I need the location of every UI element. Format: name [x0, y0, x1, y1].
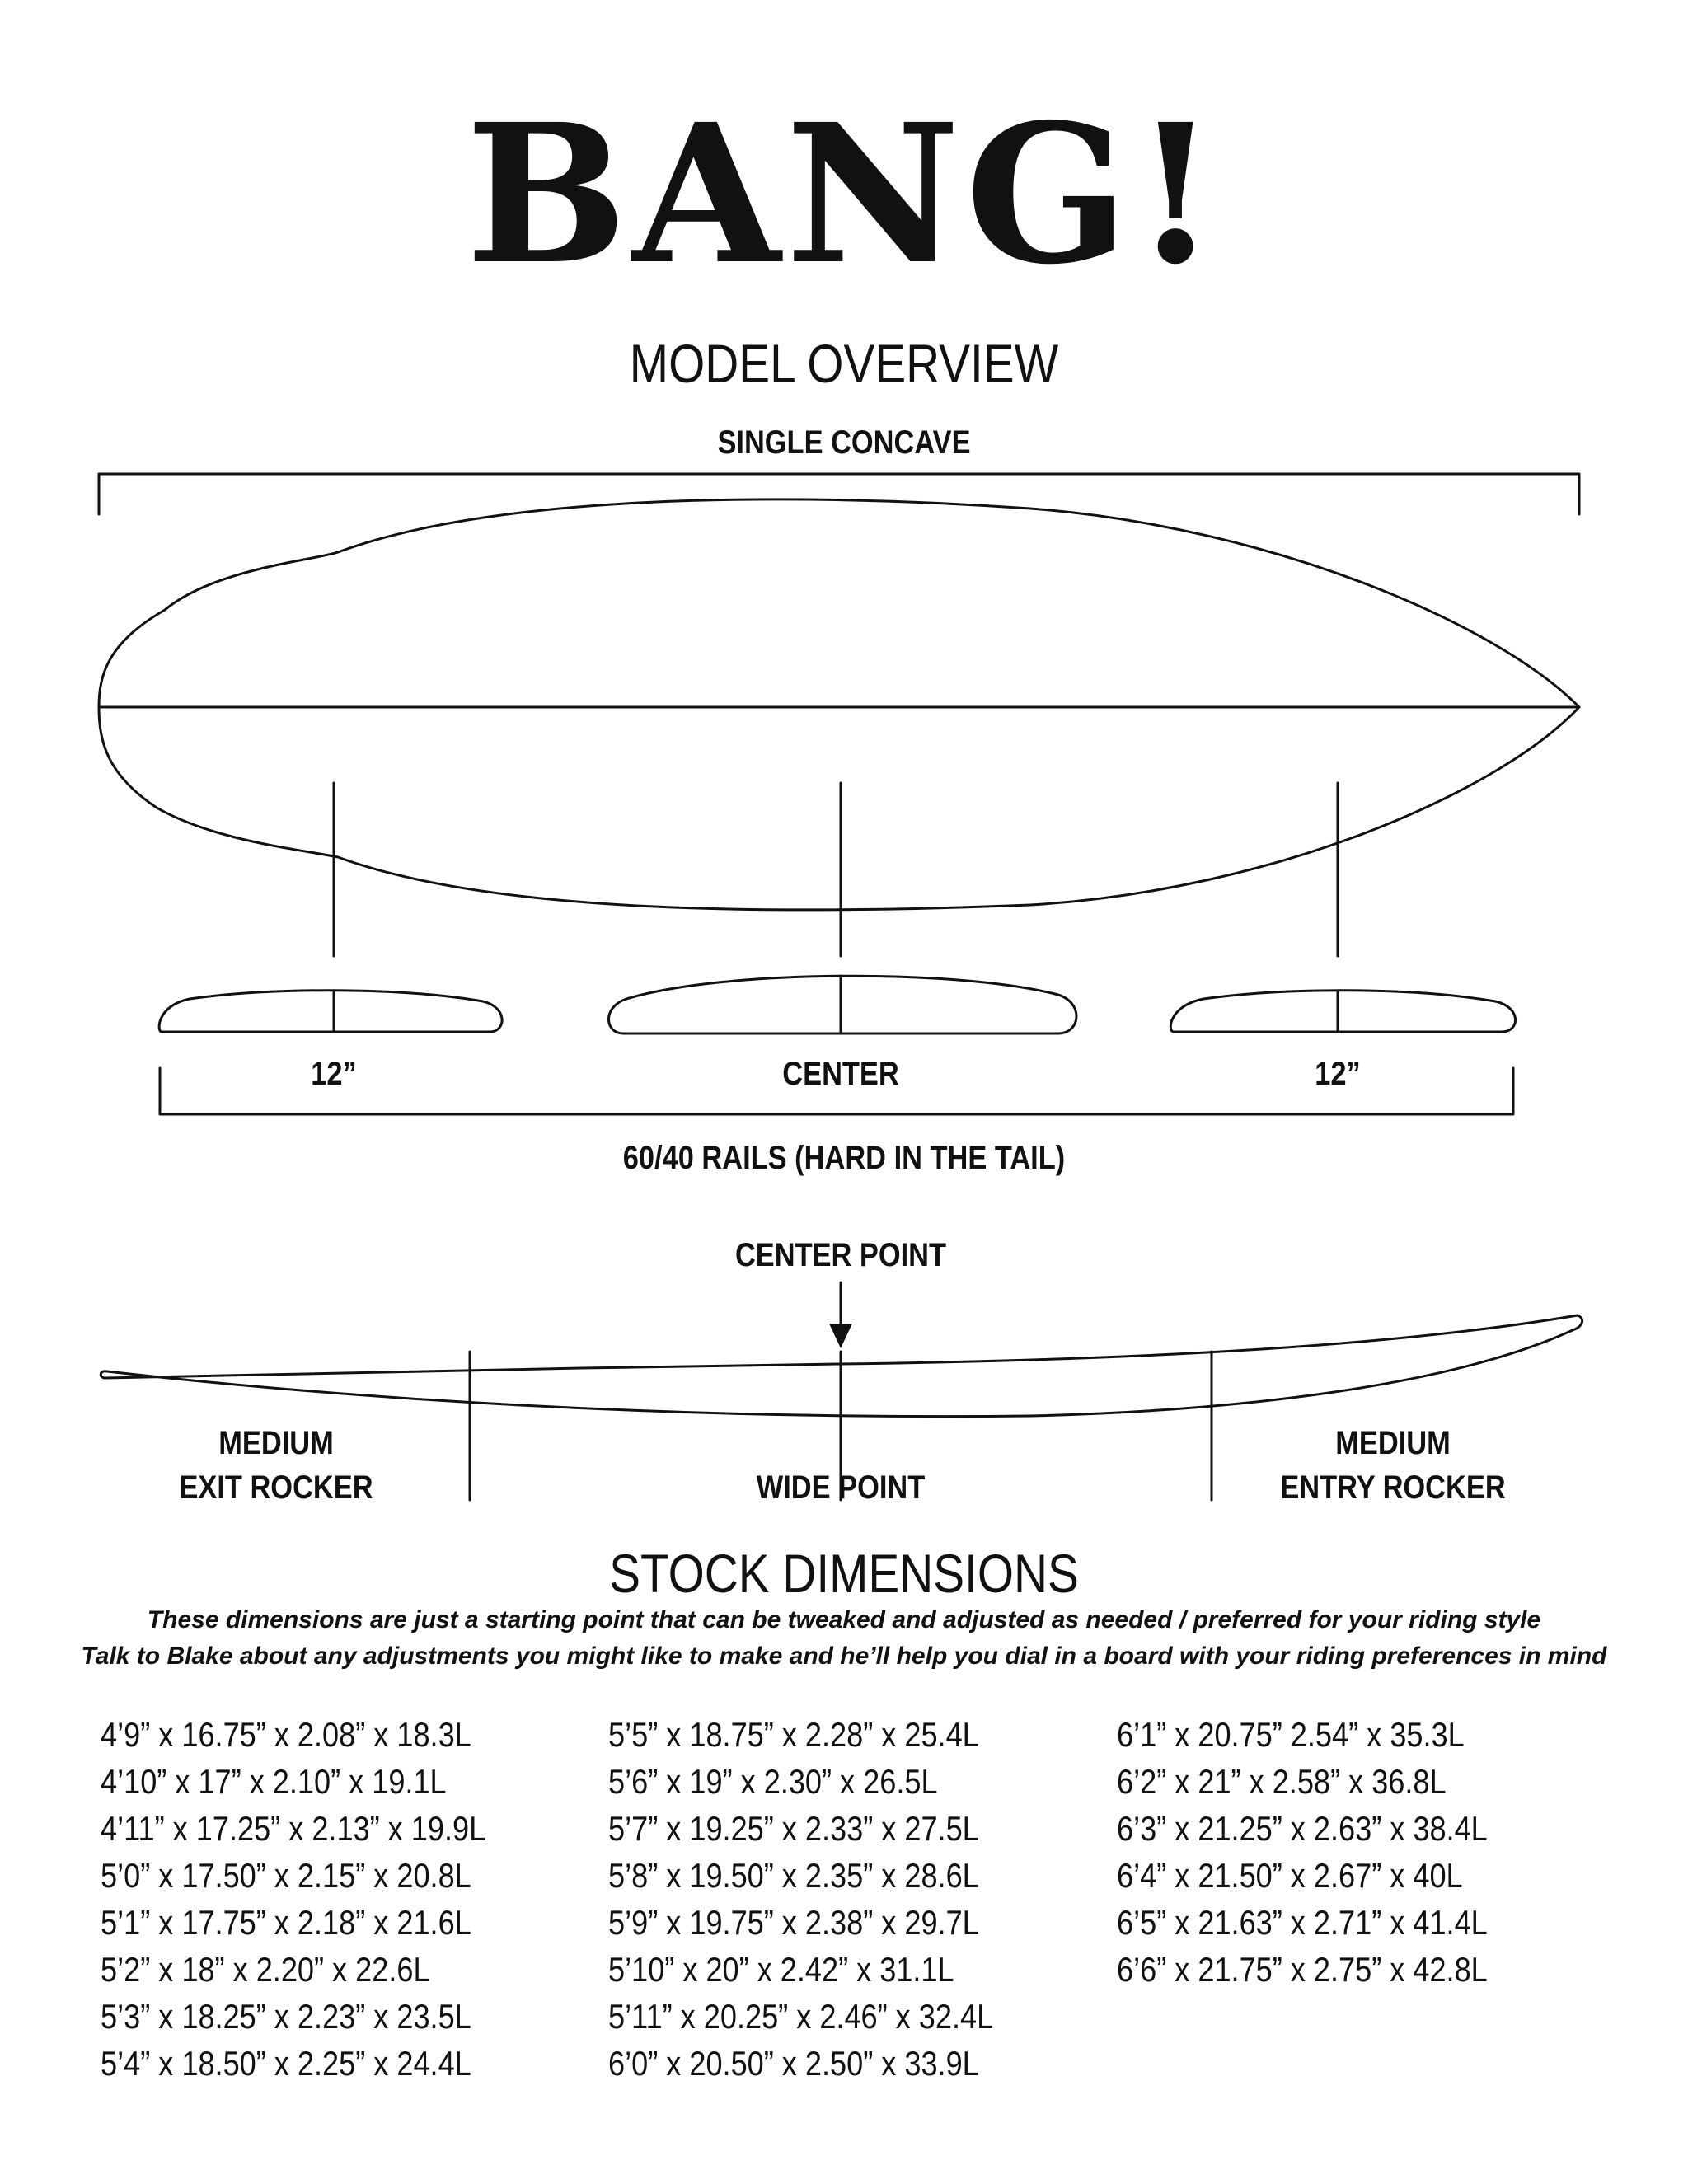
dimension-row: 5’5” x 18.75” x 2.28” x 25.4L — [608, 1715, 979, 1754]
dimension-row: 6’5” x 21.63” x 2.71” x 41.4L — [1117, 1903, 1488, 1942]
dimension-row: 5’11” x 20.25” x 2.46” x 32.4L — [608, 1997, 994, 2036]
dimension-row: 5’2” x 18” x 2.20” x 22.6L — [101, 1950, 430, 1989]
bottom-contour-label: SINGLE CONCAVE — [717, 424, 971, 461]
concave-bracket — [99, 474, 1579, 514]
dimension-row: 5’8” x 19.50” x 2.35” x 28.6L — [608, 1856, 979, 1895]
rail-section-right — [1170, 991, 1515, 1032]
dimension-row: 6’1” x 20.75” 2.54” x 35.3L — [1117, 1715, 1465, 1754]
dimension-row: 4’11” x 17.25” x 2.13” x 19.9L — [101, 1809, 486, 1848]
exit-rocker-label — [134, 1421, 418, 1510]
dimension-row: 5’6” x 19” x 2.30” x 26.5L — [608, 1762, 938, 1801]
dimensions-note-line1: These dimensions are just a starting point that can be tweaked and adjusted as needed / preferred for your riding style — [147, 1606, 1541, 1633]
rail-label-left: 12” — [311, 1056, 357, 1092]
dimension-row: 5’9” x 19.75” x 2.38” x 29.7L — [608, 1903, 979, 1942]
dimensions-column-3 — [1117, 1711, 1548, 1993]
dimension-row: 5’0” x 17.50” x 2.15” x 20.8L — [101, 1856, 471, 1895]
dimension-row: 6’4” x 21.50” x 2.67” x 40L — [1117, 1856, 1463, 1895]
dimension-row: 6’3” x 21.25” x 2.63” x 38.4L — [1117, 1809, 1488, 1848]
dimension-row: 5’7” x 19.25” x 2.33” x 27.5L — [608, 1809, 979, 1848]
rails-label: 60/40 RAILS (HARD IN THE TAIL) — [622, 1140, 1066, 1176]
stock-dimensions-heading: STOCK DIMENSIONS — [609, 1543, 1079, 1604]
dimensions-column-2 — [608, 1711, 1056, 2087]
dimension-row: 6’0” x 20.50” x 2.50” x 33.9L — [608, 2044, 979, 2083]
dimension-row: 4’9” x 16.75” x 2.08” x 18.3L — [101, 1715, 471, 1754]
rail-label-right: 12” — [1315, 1056, 1361, 1092]
dimension-row: 4’10” x 17” x 2.10” x 19.1L — [101, 1762, 447, 1801]
dimensions-note-line2: Talk to Blake about any adjustments you might like to make and he’ll help you dial in a board with your riding preferences in mind — [81, 1642, 1607, 1670]
dimension-row: 6’6” x 21.75” x 2.75” x 42.8L — [1117, 1950, 1488, 1989]
entry-rocker-line2: ENTRY ROCKER — [1280, 1469, 1506, 1506]
dimensions-note — [0, 1602, 1688, 1674]
dimension-row: 5’1” x 17.75” x 2.18” x 21.6L — [101, 1903, 471, 1942]
dimension-row: 5’3” x 18.25” x 2.23” x 23.5L — [101, 1997, 471, 2036]
wide-point-label: WIDE POINT — [756, 1469, 926, 1506]
rail-section-center — [609, 976, 1077, 1033]
center-point-label: CENTER POINT — [734, 1237, 947, 1273]
entry-rocker-label — [1251, 1421, 1535, 1510]
dimension-row: 6’2” x 21” x 2.58” x 36.8L — [1117, 1762, 1447, 1801]
dimensions-column-1 — [101, 1711, 548, 2087]
arrow-head-icon — [829, 1324, 852, 1348]
model-overview-heading: MODEL OVERVIEW — [629, 333, 1059, 394]
exit-rocker-line2: EXIT ROCKER — [179, 1469, 373, 1506]
rail-label-center: CENTER — [782, 1056, 899, 1092]
dimension-row: 5’10” x 20” x 2.42” x 31.1L — [608, 1950, 954, 1989]
rail-section-left — [159, 991, 502, 1032]
brand-logo: BANG! — [465, 82, 1223, 307]
board-outline — [99, 499, 1579, 910]
dimension-row: 5’4” x 18.50” x 2.25” x 24.4L — [101, 2044, 471, 2083]
exit-rocker-line1: MEDIUM — [218, 1425, 334, 1461]
entry-rocker-line1: MEDIUM — [1335, 1425, 1451, 1461]
